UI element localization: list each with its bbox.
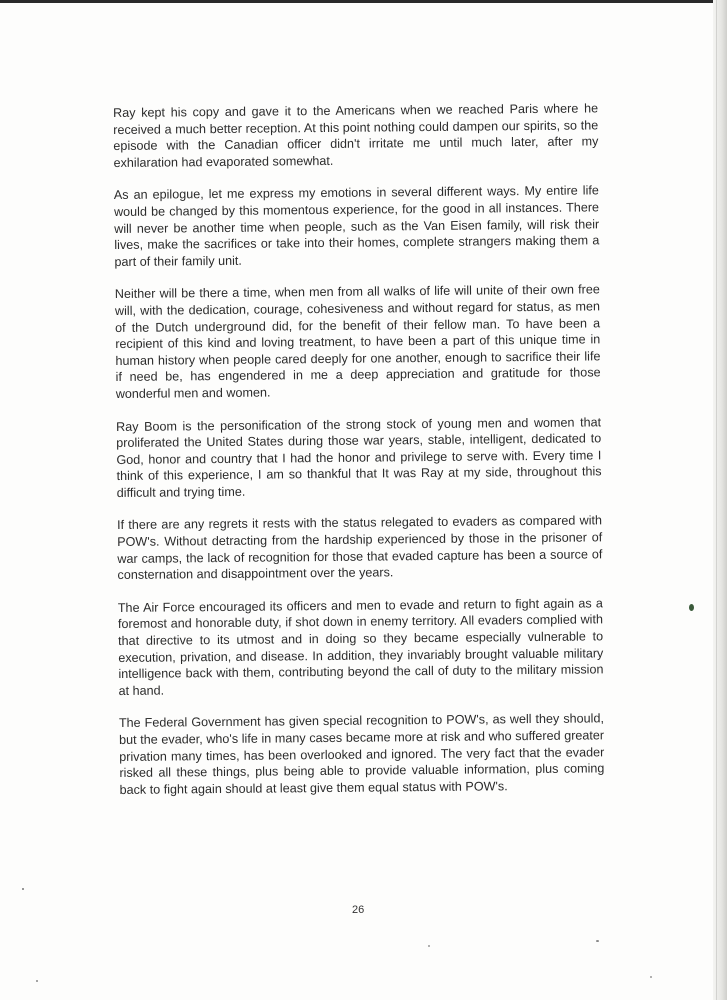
scan-speck: [36, 980, 38, 982]
body-text: [113, 100, 605, 814]
scan-speck: [596, 940, 599, 942]
scan-top-edge: [0, 0, 727, 3]
paragraph-regrets: If there are any regrets it rests with the status relegated to evaders as compared with POW's. Without detracting from the hardship experienced by those in the prisoner of war camps, the lack of recognition for those that evaded capture has been a source of consternation and disappointment over the years.: [116, 513, 603, 583]
paragraph-paris-reception: Ray kept his copy and gave it to the Americans when we reached Paris where he received a much better reception. At this point nothing could dampen our spirits, so the episode with the Canadian officer didn't irritate me until much later, after my exhilaration had evaporated somewhat.: [113, 101, 599, 170]
scan-speck: [650, 976, 652, 978]
paragraph-epilogue: As an epilogue, let me express my emotions in several different ways. My entire life would be changed by this momentous experience, for the good in all instances. There will never be another time when people, such as the Van Eisen family, will risk their lives, make the sacrifices or take into their homes, complete strangers making them a part of their family unit.: [113, 183, 600, 269]
scan-speck: [428, 945, 430, 947]
page-number: 26: [352, 904, 365, 916]
paragraph-air-force: The Air Force encouraged its officers and men to evade and return to fight again as a foremost and honorable duty, if shot down in enemy territory. All evaders complied with that directive to its utmost and in doing so they became especially vulnerable to execution, privation, and disease. In addition, they invariably brought valuable military intelligence back with them, contributing beyond the call of duty to the military mission at hand.: [117, 596, 604, 698]
scan-speck: [22, 888, 24, 890]
paragraph-federal-government: The Federal Government has given special recognition to POW's, as well they should, but the evader, who's life in many cases became more at risk and who suffered greater privation many times, has been overlooked and ignored. The very fact that the evader risked all these things, plus being able to provide valuable information, plus coming back to fight again should at least give them equal status with POW's.: [118, 711, 605, 797]
paragraph-ray-boom: Ray Boom is the personification of the strong stock of young men and women that proliferated the United States during those war years, stable, intelligent, dedicated to God, honor and country that I had the honor and privilege to serve with. Every time I think of this experience, I am so thankful that It was Ray at my side, throughout this difficult and trying time.: [116, 414, 602, 500]
scan-right-edge-line: [716, 0, 717, 1000]
scan-speck: [689, 604, 694, 611]
paragraph-dutch-underground: Neither will be there a time, when men from all walks of life will unite of their own free will, with the dedication, courage, cohesiveness and without regard for status, as men of the Dutch underground did, for the benefit of their fellow man. To have been a recipient of this kind and loving treatment, to have been a part of this unique time in human history when people cared deeply for one another, enough to sacrifice their life if need be, has engendered in me a deep appreciation and gratitude for those wonderful men and women.: [114, 282, 601, 401]
